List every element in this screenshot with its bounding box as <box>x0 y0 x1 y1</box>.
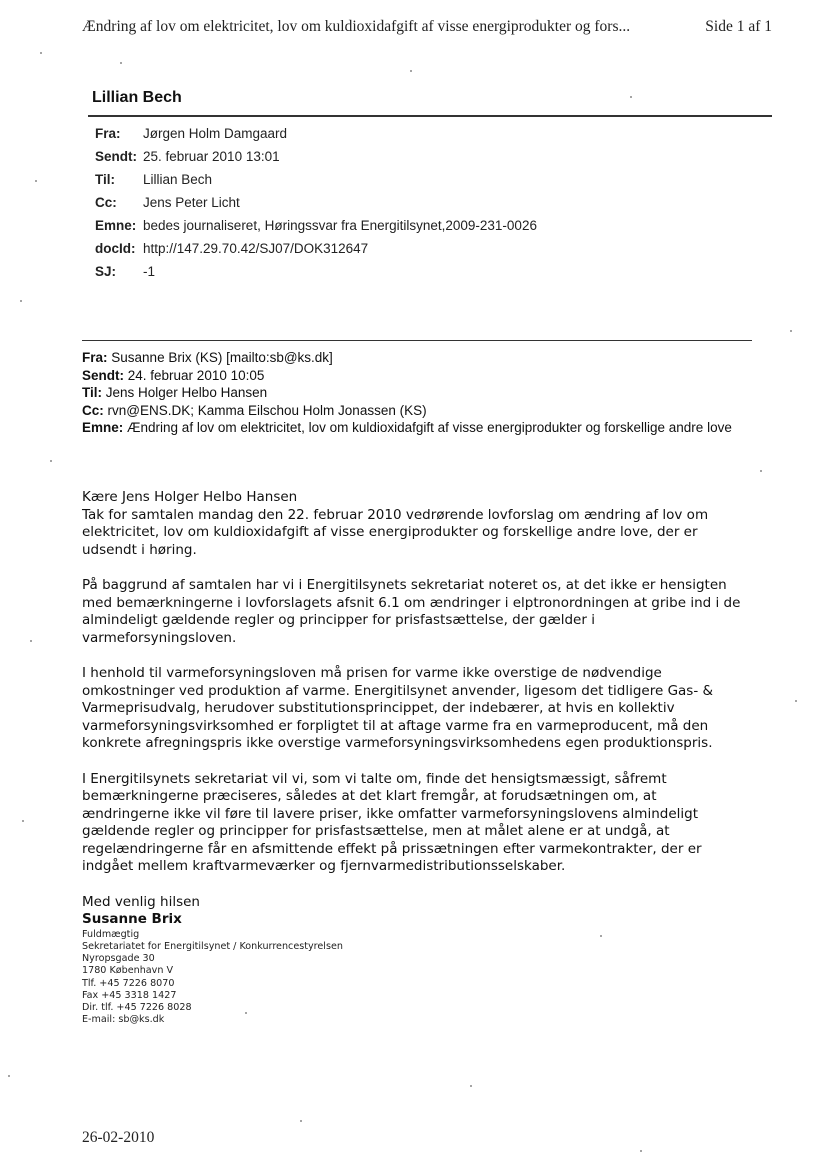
meta-value: Jens Peter Licht <box>143 195 240 210</box>
forwarded-cc: Cc: rvn@ENS.DK; Kamma Eilschou Holm Jonassen (KS) <box>82 402 427 418</box>
header-divider <box>88 115 772 117</box>
print-header <box>82 18 772 38</box>
forwarded-to: Til: Jens Holger Helbo Hansen <box>82 385 268 400</box>
signature-name: Susanne Brix <box>82 911 182 928</box>
paragraph: Tak for samtalen mandag den 22. februar 2010 vedrørende lovforslag om ændring af lov om elektricitet, lov om kuldioxidafgift af visse energiprodukter og forskellige andre love, der er udsendt i høring. <box>82 506 709 558</box>
page-number: Side 1 af 1 <box>705 18 772 35</box>
letter-body <box>82 489 747 1026</box>
signature-line: Sekretariatet for Energitilsynet / Konkurrencestyrelsen <box>82 941 343 953</box>
forwarded-from: Fra: Susanne Brix (KS) [mailto:sb@ks.dk] <box>82 350 333 365</box>
print-header-title: Ændring af lov om elektricitet, lov om kuldioxidafgift af visse energiprodukter og fors... <box>82 18 631 35</box>
signature-block <box>82 929 747 1027</box>
signature-line: Fax +45 3318 1427 <box>82 989 177 1001</box>
meta-label: Emne: <box>95 218 137 233</box>
closing: Med venlig hilsen <box>82 893 200 910</box>
print-date-footer: 26-02-2010 <box>82 1129 155 1146</box>
greeting: Kære Jens Holger Helbo Hansen <box>82 489 298 505</box>
meta-value: 25. februar 2010 13:01 <box>143 149 280 164</box>
signature-line: Nyropsgade 30 <box>82 953 155 965</box>
signature-line: Tlf. +45 7226 8070 <box>82 977 175 989</box>
signature-line: Dir. tlf. +45 7226 8028 <box>82 1002 192 1014</box>
signature-line: 1780 København V <box>82 965 174 977</box>
meta-value: bedes journaliseret, Høringssvar fra Energitilsynet,2009-231-0026 <box>143 218 537 233</box>
meta-value: Lillian Bech <box>143 172 213 187</box>
meta-label: Cc: <box>95 195 117 210</box>
signature-line: Fuldmægtig <box>82 928 140 940</box>
forwarded-sent: Sendt: 24. februar 2010 10:05 <box>82 367 265 383</box>
signature-line: E-mail: sb@ks.dk <box>82 1014 165 1026</box>
forward-divider <box>82 340 752 341</box>
meta-label: Fra: <box>95 126 121 141</box>
forwarded-subject: Emne: Ændring af lov om elektricitet, lov om kuldioxidafgift af visse energiprodukter og forskellige andre love <box>82 420 732 435</box>
meta-label: docId: <box>95 241 136 256</box>
meta-value: Jørgen Holm Damgaard <box>143 126 288 141</box>
meta-label: Til: <box>95 172 115 187</box>
forwarded-header <box>82 349 742 437</box>
paragraph: På baggrund af samtalen har vi i Energitilsynets sekretariat noteret os, at det ikke er hensigten med bemærkningerne i lovforslagets afsnit 6.1 om ændringer i elptronordningen at gribe ind i de almindeligt gældende regler og principper for prisfastsættelse, der gælder i varmeforsyningsloven. <box>82 576 741 646</box>
meta-value: http://147.29.70.42/SJ07/DOK312647 <box>143 241 369 256</box>
meta-label: SJ: <box>95 264 117 279</box>
paragraph: I Energitilsynets sekretariat vil vi, som vi talte om, finde det hensigtsmæssigt, såfremt bemærkningerne præciseres, således at det klart fremgår, at forudsætningen om, at ændringerne ikke vil føre til lavere priser, ikke omfatter varmeforsyningslovens almindeligt gældende regler og principper for prisfastsættelse, men at målet alene er at undgå, at regelændringerne får en afsmittende effekt på prissætningen efter varmekontrakter, der er indgået mellem kraftvarmeværker og fjernvarmedistributionsselskaber. <box>82 770 702 875</box>
meta-value: -1 <box>143 264 156 279</box>
paragraph: I henhold til varmeforsyningsloven må prisen for varme ikke overstige de nødvendige omkostninger ved produktion af varme. Energitilsynet anvender, ligesom det tidligere Gas- & Varmeprisudvalg, herudover substitutionsprincippet, der indebærer, at hvis en kollektiv varmeforsyningsvirksomhed er forpligtet til at aftage varme fra en varmeproducent, må den konkrete afregningspris ikke overstige varmeforsyningsvirksomhedens egen produktionspris. <box>82 664 714 752</box>
mailbox-owner-name: Lillian Bech <box>92 89 182 106</box>
meta-label: Sendt: <box>95 149 137 164</box>
